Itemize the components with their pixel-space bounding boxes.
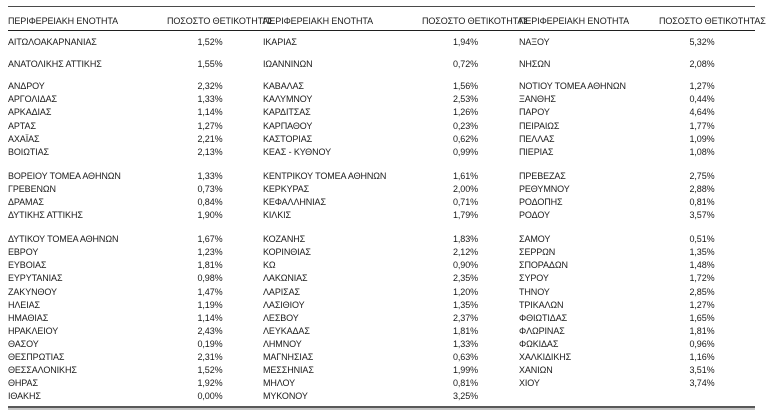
region-name-cell: ΔΥΤΙΚΟΥ ΤΟΜΕΑ ΑΘΗΝΩΝ [8, 234, 119, 245]
data-row [8, 36, 755, 49]
positivity-value-cell: 1,94% [452, 37, 479, 48]
region-name-cell: ΔΥΤΙΚΗΣ ΑΤΤΙΚΗΣ [8, 210, 83, 221]
region-name-cell: ΚΑΛΥΜΝΟΥ [263, 94, 313, 105]
positivity-value-cell: 2,13% [197, 146, 223, 157]
region-name-cell: ΛΑΣΙΘΙΟΥ [263, 299, 305, 310]
region-name-cell: ΚΕΦΑΛΛΗΝΙΑΣ [263, 196, 326, 207]
positivity-value-cell: 1,48% [689, 260, 715, 271]
region-name-cell: ΙΚΑΡΙΑΣ [263, 37, 297, 48]
region-name-cell: ΑΡΓΟΛΙΔΑΣ [8, 94, 57, 105]
data-row [8, 119, 755, 132]
positivity-value-cell: 1,33% [197, 170, 223, 181]
region-name-cell: ΛΗΜΝΟΥ [263, 338, 302, 349]
region-name-cell: ΜΥΚΟΝΟΥ [263, 391, 308, 402]
positivity-value-cell: 1,81% [452, 325, 479, 336]
positivity-value-cell: 1,26% [452, 107, 479, 118]
positivity-value-cell: 0,63% [452, 352, 479, 363]
positivity-value-cell: 1,61% [452, 170, 479, 181]
column-header-positivity: ΠΟΣΟΣΤΟ ΘΕΤΙΚΟΤΗΤΑΣ [659, 16, 766, 26]
table-body [8, 31, 755, 403]
positivity-value-cell: 2,00% [452, 183, 479, 194]
positivity-value-cell: 0,19% [197, 338, 223, 349]
region-name-cell: ΚΕΝΤΡΙΚΟΥ ΤΟΜΕΑ ΑΘΗΝΩΝ [263, 170, 387, 181]
data-row [8, 246, 755, 259]
positivity-value-cell: 1,16% [689, 352, 715, 363]
region-name-cell: ΜΑΓΝΗΣΙΑΣ [263, 352, 314, 363]
row-group [8, 80, 755, 159]
data-row [8, 80, 755, 93]
positivity-value-cell: 1,83% [452, 234, 479, 245]
region-name-cell: ΚΕΑΣ - ΚΥΘΝΟΥ [263, 146, 331, 157]
region-name-cell: ΡΟΔΟΥ [519, 210, 550, 221]
positivity-value-cell: 1,52% [197, 37, 223, 48]
data-row [8, 133, 755, 146]
positivity-value-cell: 1,90% [197, 210, 223, 221]
region-name-cell: ΛΑΡΙΣΑΣ [263, 286, 300, 297]
positivity-value-cell: 0,23% [452, 120, 479, 131]
positivity-value-cell: 1,09% [689, 133, 715, 144]
region-name-cell: ΠΕΙΡΑΙΩΣ [519, 120, 560, 131]
region-name-cell: ΙΘΑΚΗΣ [8, 391, 41, 402]
region-name-cell: ΖΑΚΥΝΘΟΥ [8, 286, 57, 297]
bottom-rule [8, 406, 755, 410]
positivity-value-cell: 1,33% [197, 94, 223, 105]
region-name-cell: ΕΥΡΥΤΑΝΙΑΣ [8, 273, 63, 284]
positivity-value-cell: 0,99% [452, 146, 479, 157]
positivity-value-cell: 0,71% [452, 196, 479, 207]
positivity-value-cell: 2,08% [689, 59, 715, 70]
data-row [8, 390, 755, 403]
region-name-cell: ΚΟΖΑΝΗΣ [263, 234, 306, 245]
data-row [8, 233, 755, 246]
column-header-region: ΠΕΡΙΦΕΡΕΙΑΚΗ ΕΝΟΤΗΤΑ [8, 16, 119, 26]
positivity-value-cell: 0,84% [197, 196, 223, 207]
region-name-cell: ΝΟΤΙΟΥ ΤΟΜΕΑ ΑΘΗΝΩΝ [519, 81, 626, 92]
data-row [8, 351, 755, 364]
positivity-value-cell: 0,90% [452, 260, 479, 271]
data-row [8, 259, 755, 272]
positivity-value-cell: 4,64% [689, 107, 715, 118]
region-name-cell: ΒΟΙΩΤΙΑΣ [8, 146, 49, 157]
positivity-value-cell: 1,27% [689, 81, 715, 92]
region-name-cell: ΘΕΣΣΑΛΟΝΙΚΗΣ [8, 365, 77, 376]
region-name-cell: ΞΑΝΘΗΣ [519, 94, 556, 105]
positivity-value-cell: 1,14% [197, 312, 223, 323]
region-name-cell: ΣΠΟΡΑΔΩΝ [519, 260, 568, 271]
region-name-cell: ΜΗΛΟΥ [263, 378, 296, 389]
positivity-value-cell: 1,56% [452, 81, 479, 92]
region-name-cell: ΡΟΔΟΠΗΣ [519, 196, 563, 207]
data-row [8, 209, 755, 222]
data-row [8, 299, 755, 312]
positivity-value-cell: 0,72% [452, 59, 479, 70]
data-row [8, 146, 755, 159]
positivity-value-cell: 2,32% [197, 81, 223, 92]
data-row [8, 58, 755, 71]
region-name-cell: ΓΡΕΒΕΝΩΝ [8, 183, 56, 194]
region-name-cell: ΦΩΚΙΔΑΣ [519, 338, 559, 349]
positivity-value-cell: 1,33% [452, 338, 479, 349]
data-row [8, 325, 755, 338]
region-name-cell: ΚΑΡΠΑΘΟΥ [263, 120, 313, 131]
region-name-cell: ΝΑΞΟΥ [519, 37, 550, 48]
region-name-cell: ΘΗΡΑΣ [8, 378, 38, 389]
region-name-cell: ΔΡΑΜΑΣ [8, 196, 44, 207]
positivity-value-cell: 2,12% [452, 247, 479, 258]
positivity-value-cell: 0,81% [452, 378, 479, 389]
positivity-value-cell: 3,57% [689, 210, 715, 221]
region-name-cell: ΚΟΡΙΝΘΙΑΣ [263, 247, 311, 258]
region-name-cell: ΗΜΑΘΙΑΣ [8, 312, 49, 323]
positivity-value-cell: 1,08% [689, 146, 715, 157]
column-header-positivity: ΠΟΣΟΣΤΟ ΘΕΤΙΚΟΤΗΤΑΣ [167, 16, 274, 26]
data-row [8, 106, 755, 119]
region-name-cell: ΚΕΡΚΥΡΑΣ [263, 183, 310, 194]
positivity-value-cell: 1,72% [689, 273, 715, 284]
positivity-value-cell: 1,19% [197, 299, 223, 310]
positivity-value-cell: 2,43% [197, 325, 223, 336]
positivity-value-cell: 0,44% [689, 94, 715, 105]
region-name-cell: ΑΙΤΩΛΟΑΚΑΡΝΑΝΙΑΣ [8, 37, 97, 48]
region-name-cell: ΚΙΛΚΙΣ [263, 210, 291, 221]
data-row [8, 312, 755, 325]
data-row [8, 272, 755, 285]
region-name-cell: ΚΑΡΔΙΤΣΑΣ [263, 107, 311, 118]
region-name-cell: ΕΥΒΟΙΑΣ [8, 260, 47, 271]
positivity-value-cell: 1,99% [452, 365, 479, 376]
region-name-cell: ΗΡΑΚΛΕΙΟΥ [8, 325, 59, 336]
region-name-cell: ΧΑΛΚΙΔΙΚΗΣ [519, 352, 572, 363]
positivity-value-cell: 1,81% [197, 260, 223, 271]
region-name-cell: ΧΑΝΙΩΝ [519, 365, 553, 376]
positivity-value-cell: 5,32% [689, 37, 715, 48]
positivity-value-cell: 1,67% [197, 234, 223, 245]
data-row [8, 170, 755, 183]
positivity-value-cell: 1,77% [689, 120, 715, 131]
positivity-value-cell: 1,79% [452, 210, 479, 221]
positivity-value-cell: 1,65% [689, 312, 715, 323]
row-group [8, 58, 755, 71]
region-name-cell: ΕΒΡΟΥ [8, 247, 39, 258]
region-name-cell: ΑΡΤΑΣ [8, 120, 36, 131]
positivity-value-cell: 0,98% [197, 273, 223, 284]
positivity-value-cell: 3,51% [689, 365, 715, 376]
data-row [8, 196, 755, 209]
region-name-cell: ΚΑΒΑΛΑΣ [263, 81, 304, 92]
positivity-value-cell: 1,52% [197, 365, 223, 376]
region-name-cell: ΤΡΙΚΑΛΩΝ [519, 299, 564, 310]
positivity-value-cell: 2,21% [197, 133, 223, 144]
positivity-value-cell: 0,00% [197, 391, 223, 402]
positivity-value-cell: 1,23% [197, 247, 223, 258]
region-name-cell: ΦΛΩΡΙΝΑΣ [519, 325, 565, 336]
table-header-row [8, 7, 766, 31]
region-name-cell: ΡΕΘΥΜΝΟΥ [519, 183, 570, 194]
region-name-cell: ΑΧΑΪΑΣ [8, 133, 40, 144]
positivity-value-cell: 3,74% [689, 378, 715, 389]
positivity-value-cell: 2,31% [197, 352, 223, 363]
row-group [8, 36, 755, 49]
positivity-value-cell: 3,25% [452, 391, 479, 402]
data-row [8, 286, 755, 299]
positivity-value-cell: 1,47% [197, 286, 223, 297]
positivity-value-cell: 1,55% [197, 59, 223, 70]
region-name-cell: ΜΕΣΣΗΝΙΑΣ [263, 365, 314, 376]
column-header-region: ΠΕΡΙΦΕΡΕΙΑΚΗ ΕΝΟΤΗΤΑ [263, 16, 374, 26]
region-name-cell: ΗΛΕΙΑΣ [8, 299, 40, 310]
positivity-value-cell: 0,96% [689, 338, 715, 349]
region-name-cell: ΛΕΣΒΟΥ [263, 312, 299, 323]
region-name-cell: ΧΙΟΥ [519, 378, 540, 389]
region-name-cell: ΠΕΛΛΑΣ [519, 133, 555, 144]
region-name-cell: ΑΝΑΤΟΛΙΚΗΣ ΑΤΤΙΚΗΣ [8, 59, 102, 70]
positivity-value-cell: 0,73% [197, 183, 223, 194]
region-name-cell: ΠΙΕΡΙΑΣ [519, 146, 554, 157]
positivity-table [8, 6, 766, 410]
row-group [8, 170, 755, 222]
region-name-cell: ΛΕΥΚΑΔΑΣ [263, 325, 310, 336]
positivity-value-cell: 1,35% [452, 299, 479, 310]
positivity-value-cell: 2,88% [689, 183, 715, 194]
positivity-value-cell: 2,85% [689, 286, 715, 297]
region-name-cell: ΘΑΣΟΥ [8, 338, 39, 349]
region-name-cell: ΤΗΝΟΥ [519, 286, 550, 297]
positivity-value-cell: 1,35% [689, 247, 715, 258]
region-name-cell: ΘΕΣΠΡΩΤΙΑΣ [8, 352, 65, 363]
positivity-value-cell: 0,81% [689, 196, 715, 207]
region-name-cell: ΠΡΕΒΕΖΑΣ [519, 170, 566, 181]
data-row [8, 364, 755, 377]
region-name-cell: ΠΑΡΟΥ [519, 107, 550, 118]
data-row [8, 377, 755, 390]
region-name-cell: ΒΟΡΕΙΟΥ ΤΟΜΕΑ ΑΘΗΝΩΝ [8, 170, 121, 181]
region-name-cell: ΣΥΡΟΥ [519, 273, 549, 284]
positivity-value-cell: 1,81% [689, 325, 715, 336]
data-row [8, 338, 755, 351]
positivity-value-cell: 2,53% [452, 94, 479, 105]
positivity-value-cell: 0,62% [452, 133, 479, 144]
region-name-cell: ΣΑΜΟΥ [519, 234, 551, 245]
region-name-cell: ΑΝΔΡΟΥ [8, 81, 45, 92]
positivity-value-cell: 1,20% [452, 286, 479, 297]
positivity-value-cell: 2,75% [689, 170, 715, 181]
region-name-cell: ΛΑΚΩΝΙΑΣ [263, 273, 308, 284]
region-name-cell: ΙΩΑΝΝΙΝΩΝ [263, 59, 313, 70]
row-group [8, 233, 755, 403]
positivity-value-cell: 0,51% [689, 234, 715, 245]
region-name-cell: ΚΑΣΤΟΡΙΑΣ [263, 133, 313, 144]
positivity-value-cell: 2,35% [452, 273, 479, 284]
positivity-value-cell: 2,37% [452, 312, 479, 323]
positivity-value-cell: 1,27% [197, 120, 223, 131]
positivity-value-cell: 1,14% [197, 107, 223, 118]
column-header-region: ΠΕΡΙΦΕΡΕΙΑΚΗ ΕΝΟΤΗΤΑ [519, 16, 630, 26]
region-name-cell: ΑΡΚΑΔΙΑΣ [8, 107, 52, 118]
data-row [8, 183, 755, 196]
data-row [8, 93, 755, 106]
positivity-value-cell: 1,92% [197, 378, 223, 389]
region-name-cell: ΦΘΙΩΤΙΔΑΣ [519, 312, 568, 323]
region-name-cell: ΣΕΡΡΩΝ [519, 247, 556, 258]
region-name-cell: ΚΩ [263, 260, 276, 271]
region-name-cell: ΝΗΣΩΝ [519, 59, 551, 70]
positivity-value-cell: 1,27% [689, 299, 715, 310]
column-header-positivity: ΠΟΣΟΣΤΟ ΘΕΤΙΚΟΤΗΤΑΣ [422, 16, 529, 26]
